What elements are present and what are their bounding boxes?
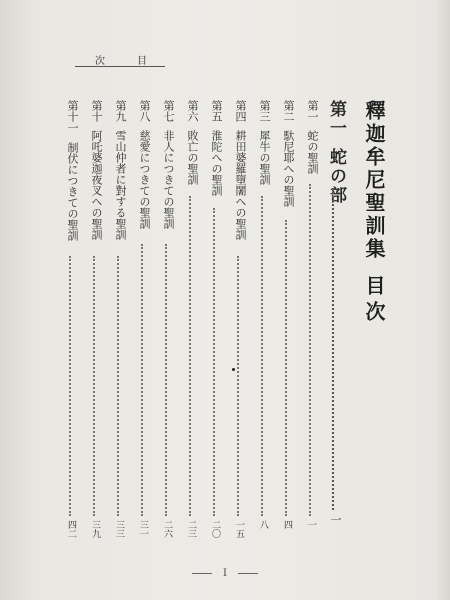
toc-entry-page: 四 <box>282 520 292 529</box>
toc-entry-title[interactable]: 敗亡の聖訓 <box>186 130 199 185</box>
part-page: 一 <box>329 514 342 525</box>
toc-entry-number: 第十一 <box>66 100 79 133</box>
toc-entry-number: 第三 <box>258 100 271 122</box>
toc-entry-title[interactable]: 耕田婆羅墮闍への聖訓 <box>234 130 247 240</box>
toc-leader-dots <box>141 244 143 516</box>
footer-page-number: Ⅰ <box>223 568 227 579</box>
part-leader-dots <box>332 188 334 510</box>
toc-entry-page: 一五 <box>234 520 244 538</box>
book-title-suffix: 目次 <box>362 275 386 327</box>
toc-entry-page: 二三 <box>186 520 196 538</box>
page-shadow <box>434 0 450 600</box>
toc-entry-number: 第五 <box>210 100 223 122</box>
page-footer <box>190 568 260 578</box>
running-header <box>75 52 165 67</box>
book-title-main: 釋迦牟尼聖訓集 <box>362 100 386 261</box>
toc-entry-title[interactable]: 蛇の聖訓 <box>306 130 319 174</box>
toc-entry-page: 三一 <box>138 520 148 538</box>
toc-entry-title[interactable]: 制伏につきての聖訓 <box>66 142 79 241</box>
toc-entry-title[interactable]: 慈愛につきての聖訓 <box>138 130 151 229</box>
toc-leader-dots <box>309 184 311 516</box>
toc-entry-number: 第九 <box>114 100 127 122</box>
toc-leader-dots <box>93 256 95 516</box>
header-char-right: 目 <box>137 56 149 67</box>
toc-leader-dots <box>189 196 191 516</box>
toc-entry-page: 一 <box>306 520 316 529</box>
toc-entry-number: 第十 <box>90 100 103 122</box>
toc-entry-number: 第二 <box>282 100 295 122</box>
toc-entry-page: 二〇 <box>210 520 220 538</box>
toc-entry-number: 第一 <box>306 100 319 122</box>
header-char-left: 次 <box>95 56 107 67</box>
toc-entry-page: 三三 <box>114 520 124 538</box>
toc-entry-title[interactable]: 馱尼耶への聖訓 <box>282 130 295 207</box>
toc-leader-dots <box>261 196 263 516</box>
part-label: 第一 <box>326 100 346 138</box>
ink-speck <box>232 368 235 371</box>
toc-leader-dots <box>285 220 287 516</box>
toc-entry-number: 第八 <box>138 100 151 122</box>
toc-entry-number: 第六 <box>186 100 199 122</box>
toc-leader-dots <box>69 256 71 516</box>
toc-leader-dots <box>237 256 239 516</box>
toc-leader-dots <box>213 208 215 516</box>
toc-entry-page: 八 <box>258 520 268 529</box>
toc-entry-title[interactable]: 淮陀への聖訓 <box>210 130 223 196</box>
toc-leader-dots <box>165 244 167 516</box>
toc-entry-title[interactable]: 犀牛の聖訓 <box>258 130 271 185</box>
toc-entry-page: 四二 <box>66 520 76 538</box>
toc-entry-page: 二六 <box>162 520 172 538</box>
toc-leader-dots <box>117 256 119 516</box>
toc-entry-title[interactable]: 非人につきての聖訓 <box>162 130 175 229</box>
toc-entry-title[interactable]: 雪山仲者に對する聖訓 <box>114 130 127 240</box>
toc-entry-title[interactable]: 阿吒婆迦夜叉への聖訓 <box>90 130 103 240</box>
book-title <box>360 100 389 327</box>
toc-entry-page: 三九 <box>90 520 100 538</box>
part-title: 蛇の部 <box>326 148 346 205</box>
toc-entry-number: 第四 <box>234 100 247 122</box>
part-heading <box>324 100 349 205</box>
toc-entry-number: 第七 <box>162 100 175 122</box>
